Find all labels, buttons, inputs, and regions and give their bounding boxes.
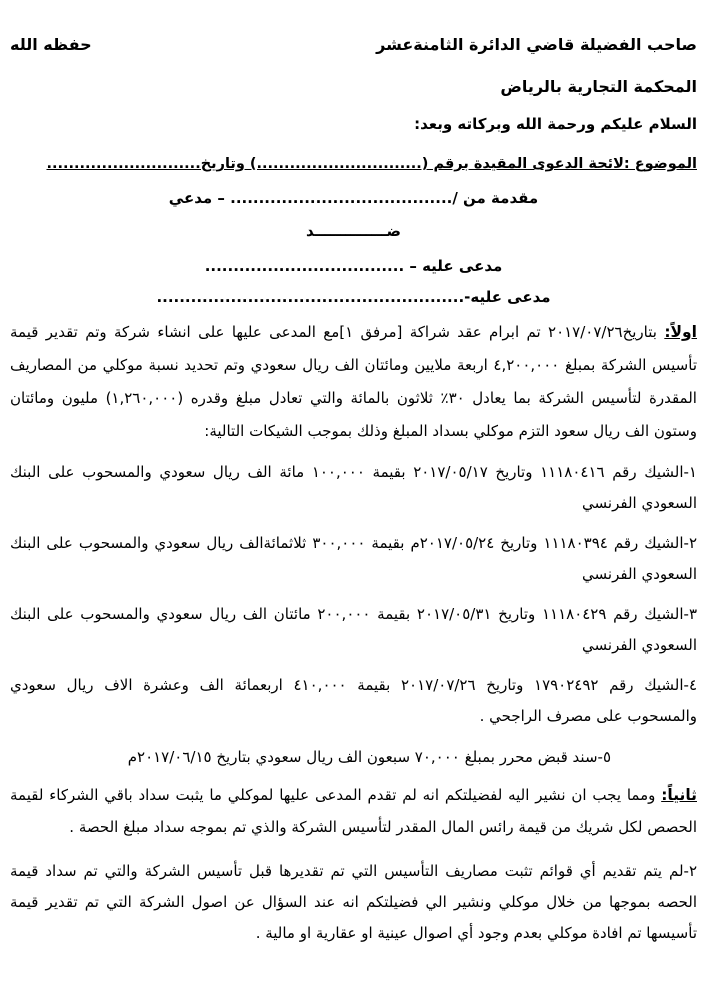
cheque-item-2: ٢-الشيك رقم ١١١٨٠٣٩٤ وتاريخ ٢٠١٧/٠٥/٢٤م بقيمة ٣٠٠,٠٠٠ ثلاثمائةالف ريال سعودي والمسحوب على البنك السعودي الفرنسي xyxy=(10,534,697,583)
section-first-label: اولاً: xyxy=(664,323,698,341)
greeting-line: السلام عليكم ورحمة الله وبركاته وبعد: xyxy=(414,115,697,133)
section-second-body: ومما يجب ان نشير اليه لفضيلتكم انه لم تقدم المدعى عليها لموكلي ما يثبت سداد باقي الشركاء لقيمة الحصص لكل شريك من قيمة رائس المال المقدر لتأسيس الشركة والذي تم بموجه سداد مبلغ الحصة . xyxy=(10,786,697,836)
section-second-paragraph xyxy=(10,779,697,843)
defendant-line-2: مدعى عليه-...................................................... xyxy=(156,288,551,306)
blessing-phrase: حفظه الله xyxy=(10,35,92,54)
subject-line: الموضوع :لائحة الدعوى المقيدة برقم (..............................) وتاريخ............................ xyxy=(46,156,697,172)
item-2-paragraph: ٢-لم يتم تقديم أي قوائم تثبت مصاريف التأسيس التي تم تقديرها قبل تأسيس الشركة والتي تم سداد قيمة الحصه بموجها من خلال موكلي ونشير الي فضيلتكم انه عند السؤال عن اصول الشركة التي تم تقدير قيمة تأسيسها تم افادة موكلي بعدم وجود أي اصوال عينية او عقارية او مالية . xyxy=(10,862,697,942)
defendant-line-1: مدعى عليه – ................................... xyxy=(204,257,503,275)
cheque-item-1: ١-الشيك رقم ١١١٨٠٤١٦ وتاريخ ٢٠١٧/٠٥/١٧ بقيمة ١٠٠,٠٠٠ مائة الف ريال سعودي والمسحوب على البنك السعودي الفرنسي xyxy=(10,463,697,512)
document-header xyxy=(10,34,697,56)
versus-line: ضــــــــــــــد xyxy=(306,222,401,240)
section-second-label: ثانياً: xyxy=(661,786,697,804)
receipt-line: ٥-سند قبض محرر بمبلغ ٧٠,٠٠٠ سبعون الف ريال سعودي بتاريخ ٢٠١٧/٠٦/١٥م xyxy=(127,748,611,766)
addressee-title: صاحب الفضيلة قاضي الدائرة الثامنةعشر xyxy=(376,35,697,54)
section-first-paragraph xyxy=(10,316,697,448)
cheque-item-3: ٣-الشيك رقم ١١١٨٠٤٢٩ وتاريخ ٢٠١٧/٠٥/٣١ بقيمة ٢٠٠,٠٠٠ مائتان الف ريال سعودي والمسحوب على البنك السعودي الفرنسي xyxy=(10,605,697,654)
section-first-body: بتاريخ٢٠١٧/٠٧/٢٦ تم ابرام عقد شراكة [مرفق ١]مع المدعى عليها على انشاء شركة وتم تقدير قيمة تأسيس الشركة بمبلغ ٤,٢٠٠,٠٠٠ اربعة ملايين ومائتان الف ريال سعودي وتم تحديد نسبة موكلي من المصاريف المقدرة لتأسيس الشركة بما يعادل ٣٠٪ ثلاثون بالمائة والتي تعادل مبلغ وقدره (١,٢٦٠,٠٠٠) مليون ومائتان وستون الف ريال سعود التزم موكلي بسداد المبلغ وذلك بموجب الشيكات التالية: xyxy=(10,323,697,440)
plaintiff-line: مقدمة من /....................................... – مدعي xyxy=(168,189,539,207)
receipt-line-wrap xyxy=(10,748,697,766)
court-title: المحكمة التجارية بالرياض xyxy=(500,77,697,96)
cheque-item-4: ٤-الشيك رقم ١٧٩٠٢٤٩٢ وتاريخ ٢٠١٧/٠٧/٢٦ بقيمة ٤١٠,٠٠٠ اربعمائة الف وعشرة الاف ريال سعودي والمسحوب على مصرف الراجحي . xyxy=(10,676,697,725)
